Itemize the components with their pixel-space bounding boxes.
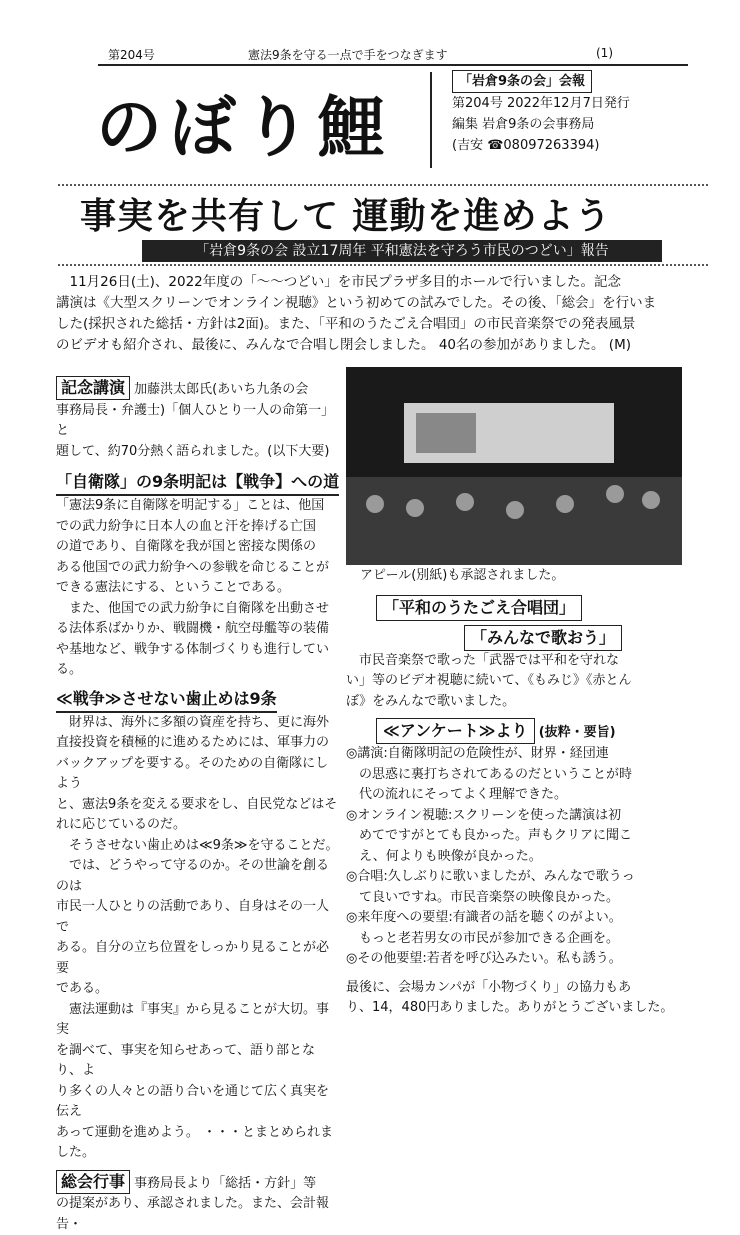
body-line: る法体系ばかりか、戦闘機・航空母艦等の装備 (56, 621, 330, 636)
body-line: ある。自分の立ち位置をしっかり見ることが必要 (56, 940, 330, 976)
lead-line: 11月26日(土)、2022年度の「～～つどい」を市民プラザ多目的ホールで行いました。記念 (56, 274, 621, 290)
body-line: そうさせない歯止めは≪9条≫を守ることだ。 (56, 837, 339, 853)
survey-line: 代の流れにそってよく理解できた。 (346, 787, 568, 802)
body-line: バックアップを要する。そのための自衛隊にしよう (56, 755, 329, 791)
masthead-info (452, 70, 702, 156)
page-number: (1) (596, 46, 613, 60)
body-line: り多くの人々との語り合いを通じて広く真実を伝え (56, 1083, 330, 1119)
audience-head (406, 499, 424, 517)
scroll-ornament (430, 72, 446, 168)
body-line: 市民音楽祭で歌った「武器では平和を守れな (346, 652, 620, 668)
body-line: 財界は、海外に多額の資産を持ち、更に海外 (56, 714, 330, 730)
audience-head (556, 495, 574, 513)
survey-line: ◎その他要望:若者を呼び込みたい。私も誘う。 (346, 951, 622, 966)
survey-title: ≪アンケート≫より (376, 718, 535, 744)
general-line: 事務局長より「総括・方針」等 (134, 1175, 317, 1191)
lead-line: のビデオも紹介され、最後に、みんなで合唱し閉会しました。 40名の参加がありました。 (M) (56, 337, 631, 353)
audience-head (456, 493, 474, 511)
body-line: い」等のビデオ視聴に続いて、《もみじ》《赤とん (346, 673, 632, 688)
logo-title: のぼり鯉 (96, 88, 392, 166)
body-line: できる憲法にする、ということである。 (56, 580, 291, 595)
body-line: また、他国での武力紛争に自衛隊を出動させ (56, 600, 330, 616)
survey-line: ◎講演:自衛隊明記の危険性が、財界・経団連 (346, 746, 609, 761)
lead-line: 講演は《大型スクリーンでオンライン視聴》という初めての試みでした。その後、「総会」を行いま (56, 295, 657, 311)
subheadline: 「岩倉9条の会 設立17周年 平和憲法を守ろう市民のつどい」報告 (142, 240, 662, 262)
audience (346, 477, 682, 565)
audience-head (642, 491, 660, 509)
lecture-line: 加藤洪太郎氏(あいち九条の会 (134, 382, 309, 397)
survey-line: もっと老若男女の市民が参加できる企画を。 (346, 930, 620, 946)
body-line: と、憲法9条を変える要求をし、自民党などはそ (56, 796, 338, 812)
org-name: 「岩倉9条の会」会報 (452, 70, 592, 93)
section-title-hadome: ≪戦争≫させない歯止めは9条 (56, 687, 277, 713)
contact: (吉安 ☎08097263394) (452, 138, 600, 153)
general-line: の提案があり、承認されました。また、会計報告・ (56, 1196, 330, 1232)
headline: 事実を共有して 運動を進めよう (80, 195, 612, 237)
body-line: での武力紛争に日本人の血と汗を捧げる亡国 (56, 518, 317, 534)
body-line: あって運動を進めよう。 ・・・とまとめられました。 (56, 1124, 334, 1160)
issue-date: 第204号 2022年12月7日発行 (452, 96, 630, 111)
body-line: である。 (56, 981, 109, 996)
photo-caption: アピール(別紙)も承認されました。 (360, 568, 565, 583)
survey-line: て良いですね。市民音楽祭の映像良かった。 (346, 889, 620, 905)
audience-head (506, 501, 524, 519)
body-line: 市民一人ひとりの活動であり、自身はその一人で (56, 899, 330, 935)
audience-head (606, 485, 624, 503)
survey-line: え、何よりも映像が良かった。 (346, 848, 542, 864)
survey-line: ◎合唱:久しぶりに歌いましたが、みんなで歌うっ (346, 869, 635, 884)
left-column (56, 376, 340, 1235)
closing-line: 最後に、会場カンパが「小物づくり」の協力もあ (346, 979, 632, 995)
survey-line: ◎来年度への要望:有識者の話を聴くのがよい。 (346, 910, 622, 925)
body-line: れに応じているのだ。 (56, 817, 187, 832)
choir-title: 「平和のうたごえ合唱団」 (376, 595, 582, 621)
body-line: ぼ》をみんなで歌いました。 (346, 693, 516, 709)
general-meeting-tag: 総会行事 (56, 1170, 130, 1194)
editor: 編集 岩倉9条の会事務局 (452, 117, 595, 132)
closing-line: り、14，480円ありました。ありがとうございました。 (346, 1000, 674, 1015)
right-column (346, 566, 686, 1019)
body-line: 直接投資を積極的に進めるためには、軍事力の (56, 735, 330, 750)
survey-line: ◎オンライン視聴:スクリーンを使った講演は初 (346, 807, 622, 823)
body-line: や基地など、戦争する体制づくりも進行している。 (56, 641, 330, 677)
body-line: の道であり、自衛隊を我が国と密接な関係の (56, 539, 317, 554)
issue-number: 第204号 (108, 48, 155, 62)
survey-line: の思惑に裏打ちされてあるのだということが時 (346, 766, 633, 782)
survey-note: (抜粋・要旨) (538, 725, 616, 740)
lecture-line: 事務局長・弁護士)「個人ひとり一人の命第一」と (56, 402, 335, 438)
lecture-line: 題して、約70分熱く語られました。(以下大要) (56, 443, 330, 459)
survey-line: めてですがとても良かった。声もクリアに聞こ (346, 828, 633, 843)
top-divider (98, 64, 688, 66)
lead-paragraph (56, 272, 688, 356)
choir-subtitle: 「みんなで歌おう」 (464, 625, 622, 651)
body-line: ある他国での武力紛争への参戦を命じることが (56, 559, 330, 575)
body-line: を調べて、事実を知らせあって、語り部となり、よ (56, 1042, 315, 1078)
screen-image (416, 413, 476, 453)
event-photo (346, 367, 682, 565)
lead-line: した(採択された総括・方針は2面)。また、「平和のうたごえ合唱団」の市民音楽祭での発表風景 (56, 316, 636, 332)
body-line: 「憲法9条に自衛隊を明記する」ことは、他国 (56, 498, 325, 513)
lecture-tag: 記念講演 (56, 376, 130, 400)
body-line: 憲法運動は『事実』から見ることが大切。事実 (56, 1001, 330, 1037)
body-line: では、どうやって守るのか。その世論を創るのは (56, 858, 330, 894)
audience-head (366, 495, 384, 513)
slogan: 憲法9条を守る一点で手をつなぎます (248, 48, 448, 62)
section-title-jieitai: 「自衛隊」の9条明記は【戦争】への道 (56, 470, 339, 496)
